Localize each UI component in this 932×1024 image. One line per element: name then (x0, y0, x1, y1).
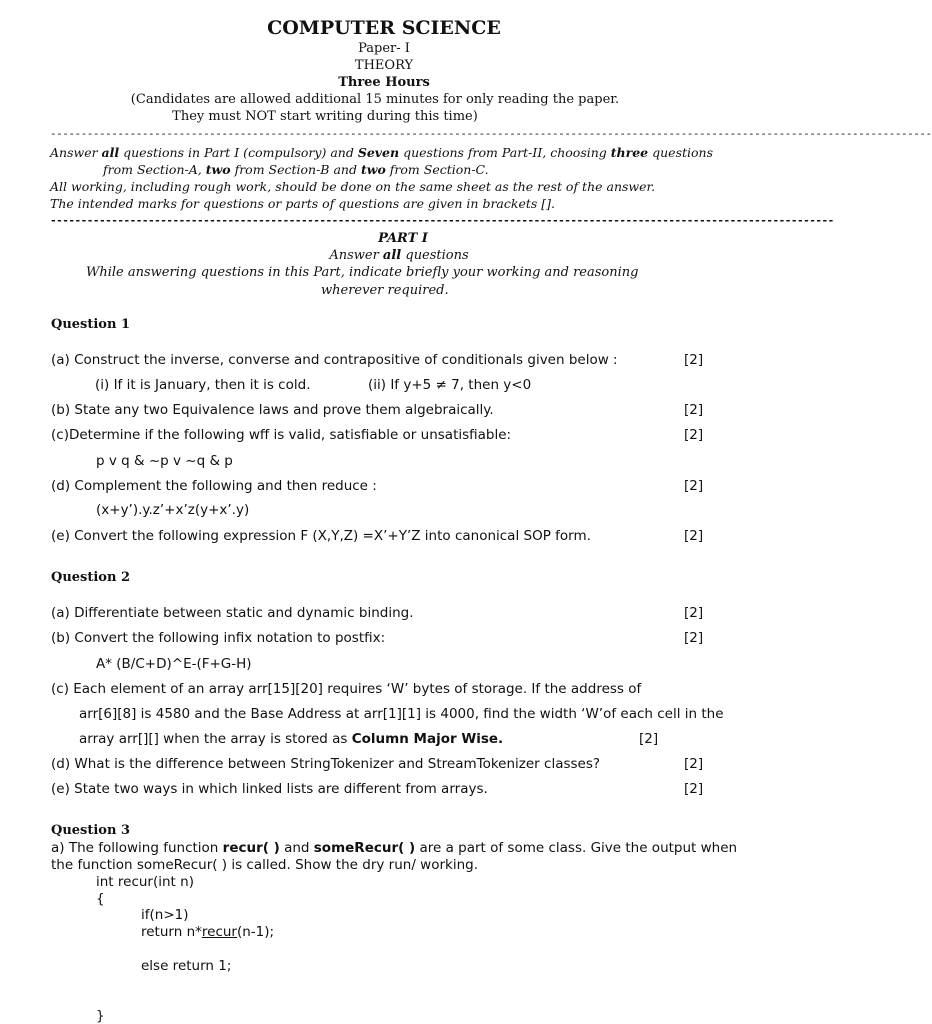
paper-label: Paper- I (358, 41, 410, 56)
part-description-cont: wherever required. (321, 283, 449, 298)
q2-part-e: (e) State two ways in which linked lists are different from arrays. (51, 781, 488, 797)
q3-part-a: a) The following function recur( ) and someRecur( ) are a part of some class. Give the output when (51, 840, 738, 856)
q2-part-b-marks: [2] (684, 630, 704, 646)
divider-line: ------------------------------------------------------------------------------------------------------------------------------------------------ (50, 127, 932, 140)
q2-part-a: (a) Differentiate between static and dynamic binding. (51, 605, 414, 621)
code-line-return: return n*recur(n-1); (141, 924, 275, 940)
question-2-heading: Question 2 (51, 570, 131, 585)
q2-part-c: (c) Each element of an array arr[15][20] requires ‘W’ bytes of storage. If the address of (51, 681, 642, 697)
q1-part-e: (e) Convert the following expression F (X,Y,Z) =X’+Y’Z into canonical SOP form. (51, 528, 591, 544)
q2-part-c-line-3: array arr[][] when the array is stored as Column Major Wise. (79, 731, 504, 747)
q2-part-d: (d) What is the difference between StringTokenizer and StreamTokenizer classes? (51, 756, 601, 772)
code-line-else: else return 1; (141, 958, 232, 974)
divider-line-bold: -------------------------------------------------------------------------------------------------------------------------------- (50, 214, 834, 227)
code-line-close-brace: } (96, 1008, 105, 1024)
writing-restriction-note: They must NOT start writing during this time) (172, 109, 478, 124)
question-1-heading: Question 1 (51, 317, 131, 332)
instruction-line-3: All working, including rough work, should be done on the same sheet as the rest of the answer. (50, 179, 656, 194)
q1-part-a: (a) Construct the inverse, converse and contrapositive of conditionals given below : (51, 352, 618, 368)
q2-part-e-marks: [2] (684, 781, 704, 797)
q2-part-c-marks: [2] (639, 731, 659, 747)
theory-label: THEORY (354, 58, 414, 73)
q1-part-c-expression: p v q & ~p v ~q & p (96, 453, 233, 469)
code-line-signature: int recur(int n) (96, 874, 194, 890)
q2-part-b: (b) Convert the following infix notation to postfix: (51, 630, 386, 646)
q1-part-d: (d) Complement the following and then reduce : (51, 478, 377, 494)
code-line-if: if(n>1) (141, 907, 189, 923)
q1-part-c-marks: [2] (684, 427, 704, 443)
instruction-line-4: The intended marks for questions or parts of questions are given in brackets []. (50, 196, 555, 211)
q3-part-a-line-2: the function someRecur( ) is called. Show the dry run/ working. (51, 857, 478, 873)
instruction-line-1: Answer all questions in Part I (compulsory) and Seven questions from Part-II, choosing three questions (50, 145, 713, 160)
part-instruction: Answer all questions (329, 248, 469, 263)
part-description: While answering questions in this Part, indicate briefly your working and reasoning (86, 265, 639, 280)
reading-time-note: (Candidates are allowed additional 15 minutes for only reading the paper. (130, 92, 620, 107)
q1-part-b: (b) State any two Equivalence laws and prove them algebraically. (51, 402, 494, 418)
q1-part-e-marks: [2] (684, 528, 704, 544)
instruction-line-2: from Section-A, two from Section-B and two from Section-C. (103, 162, 489, 177)
q2-part-a-marks: [2] (684, 605, 704, 621)
q1-part-d-expression: (x+y’).y.z’+x’z(y+x’.y) (96, 502, 250, 518)
q1-part-a-ii: (ii) If y+5 ≠ 7, then y<0 (368, 377, 532, 393)
q1-part-c: (c)Determine if the following wff is valid, satisfiable or unsatisfiable: (51, 427, 512, 443)
q1-part-d-marks: [2] (684, 478, 704, 494)
q2-part-b-expression: A* (B/C+D)^E-(F+G-H) (96, 656, 252, 672)
q1-part-a-marks: [2] (684, 352, 704, 368)
duration-label: Three Hours (338, 75, 430, 90)
q1-part-b-marks: [2] (684, 402, 704, 418)
q2-part-d-marks: [2] (684, 756, 704, 772)
code-line-open-brace: { (96, 891, 105, 907)
q2-part-c-line-2: arr[6][8] is 4580 and the Base Address at arr[1][1] is 4000, find the width ‘W’of each cell in the (79, 706, 724, 722)
q1-part-a-i: (i) If it is January, then it is cold. (95, 377, 311, 393)
exam-title: COMPUTER SCIENCE (267, 17, 501, 39)
question-3-heading: Question 3 (51, 823, 131, 838)
part-title: PART I (378, 231, 428, 246)
